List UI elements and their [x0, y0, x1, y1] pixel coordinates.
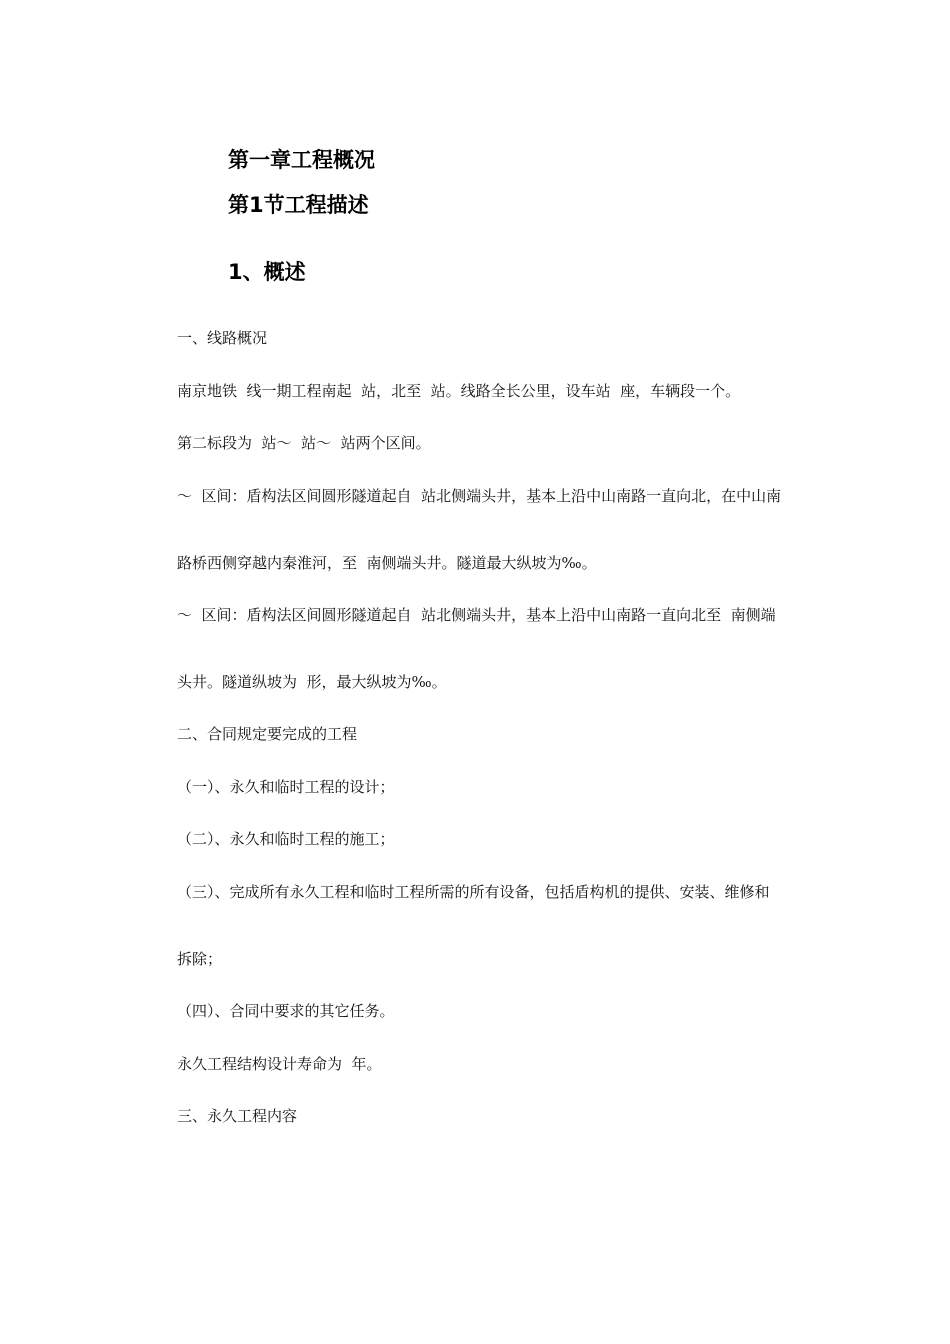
paragraph-line: （二）、永久和临时工程的施工；: [177, 830, 395, 848]
paragraph-line: 拆除；: [177, 950, 223, 968]
paragraph-line: 南京地铁 线一期工程南起 站，北至 站。线路全长公里，设车站 座，车辆段一个。: [177, 382, 741, 400]
paragraph-line: （四）、合同中要求的其它任务。: [177, 1002, 395, 1020]
paragraph-line-contract-works-heading: 二、合同规定要完成的工程: [177, 725, 358, 743]
section-title: 第1节工程描述: [228, 193, 369, 217]
chapter-title: 第一章工程概况: [228, 148, 375, 172]
paragraph-line: 永久工程结构设计寿命为 年。: [177, 1055, 382, 1073]
paragraph-line: ～ 区间：盾构法区间圆形隧道起自 站北侧端头井，基本上沿中山南路一直向北至 南侧端: [177, 606, 776, 624]
paragraph-line: 头井。隧道纵坡为 形，最大纵坡为‰。: [177, 673, 447, 691]
paragraph-line: ～ 区间：盾构法区间圆形隧道起自 站北侧端头井，基本上沿中山南路一直向北，在中山南: [177, 487, 782, 505]
paragraph-line: 第二标段为 站～ 站～ 站两个区间。: [177, 434, 431, 452]
paragraph-line: （三）、完成所有永久工程和临时工程所需的所有设备，包括盾构机的提供、安装、维修和: [177, 883, 770, 901]
subsection-title: 1、概述: [228, 260, 306, 284]
paragraph-line-permanent-works-heading: 三、永久工程内容: [177, 1107, 298, 1125]
paragraph-line-route-overview-heading: 一、线路概况: [177, 329, 268, 347]
paragraph-line: （一）、永久和临时工程的设计；: [177, 778, 395, 796]
paragraph-line: 路桥西侧穿越内秦淮河，至 南侧端头井。隧道最大纵坡为‰。: [177, 554, 597, 572]
